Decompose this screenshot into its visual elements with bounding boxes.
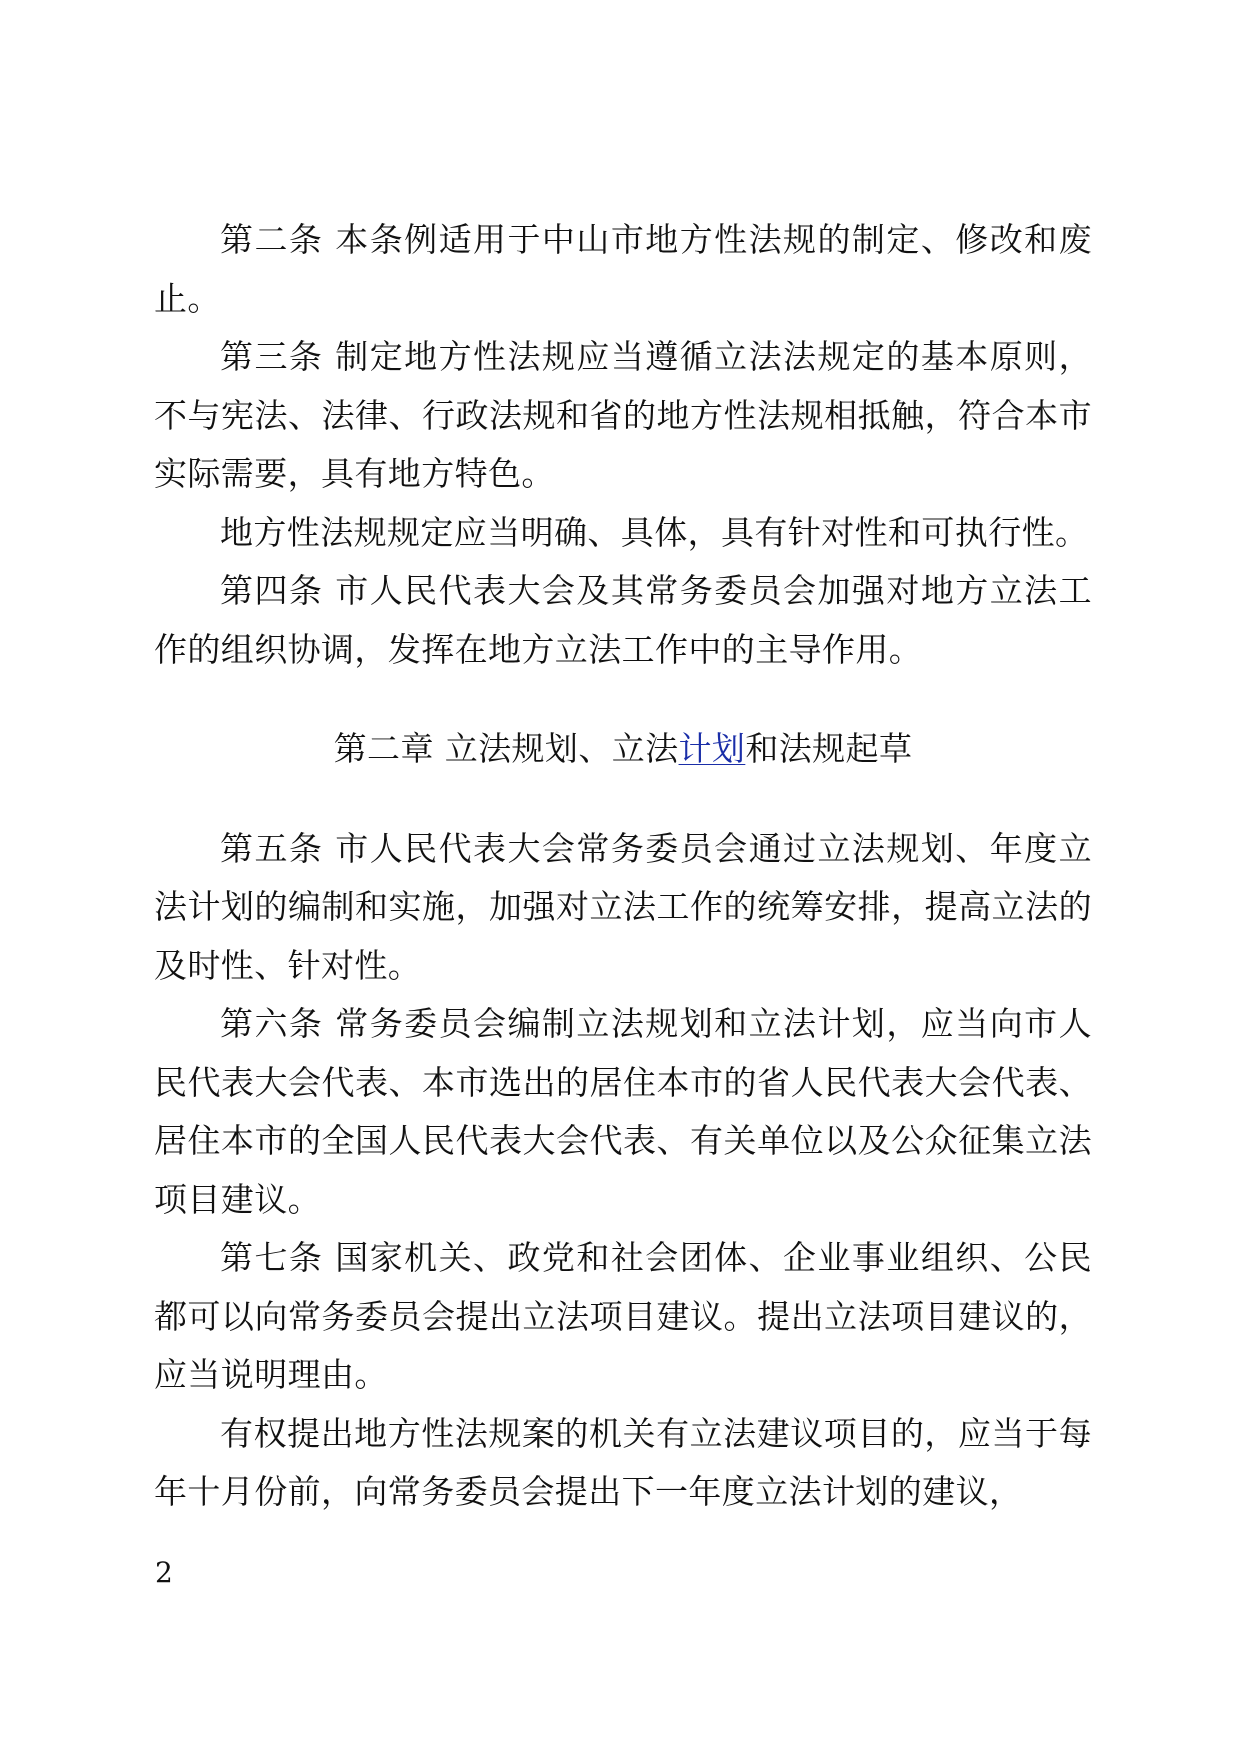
plan-link[interactable]: 计划 [678, 729, 746, 768]
chapter-heading [154, 720, 1092, 779]
article-3-paragraph-2: 地方性法规规定应当明确、具体，具有针对性和可执行性。 [220, 512, 1089, 552]
article-7: 第七条 国家机关、政党和社会团体、企业事业组织、公民都可以向常务委员会提出立法项目建议。提出立法项目建议的，应当说明理由。 [154, 1238, 1092, 1394]
article-3: 第三条 制定地方性法规应当遵循立法法规定的基本原则，不与宪法、法律、行政法规和省的地方性法规相抵触，符合本市实际需要，具有地方特色。 [154, 337, 1092, 493]
article-4: 第四条 市人民代表大会及其常务委员会加强对地方立法工作的组织协调，发挥在地方立法工作中的主导作用。 [154, 571, 1092, 669]
article-5: 第五条 市人民代表大会常务委员会通过立法规划、年度立法计划的编制和实施，加强对立法工作的统筹安排，提高立法的及时性、针对性。 [154, 828, 1092, 985]
chapter-heading-text-end: 和法规起草 [745, 729, 913, 768]
page-number: 2 [155, 1556, 173, 1589]
document-body [154, 211, 1092, 1522]
chapter-heading-text: 第二章 立法规划、立法 [333, 729, 679, 768]
article-2: 第二条 本条例适用于中山市地方性法规的制定、修改和废止。 [154, 220, 1092, 318]
article-7-paragraph-2: 有权提出地方性法规案的机关有立法建议项目的，应当于每年十月份前，向常务委员会提出下一年度立法计划的建议， [154, 1413, 1092, 1511]
article-6: 第六条 常务委员会编制立法规划和立法计划，应当向市人民代表大会代表、本市选出的居住本市的省人民代表大会代表、居住本市的全国人民代表大会代表、有关单位以及公众征集立法项目建议。 [154, 1004, 1092, 1219]
